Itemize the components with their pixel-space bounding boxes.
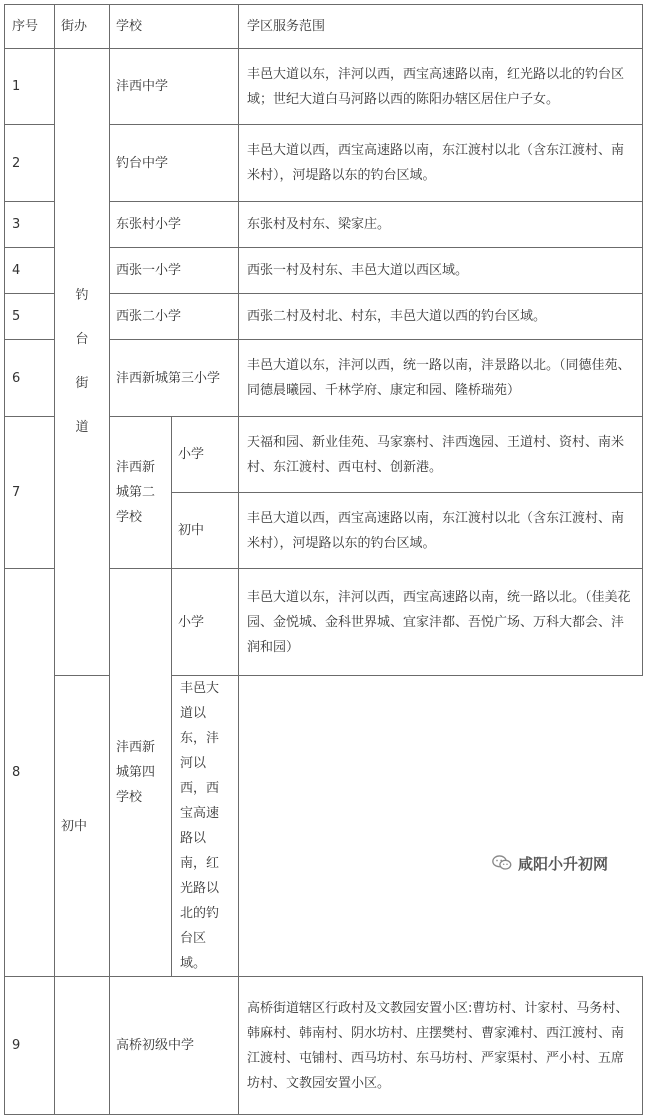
row-no: 9 [5,977,55,1115]
scope-text: 丰邑大道以西，西宝高速路以南，东江渡村以北（含东江渡村、南米村），河堤路以东的钓台区域。 [239,493,643,569]
watermark-text: 咸阳小升初网 [518,854,609,873]
row-no: 4 [5,248,55,294]
district-cell-empty [55,977,110,1115]
header-scope: 学区服务范围 [239,5,643,49]
school-name: 东张村小学 [110,202,239,248]
school-name: 沣西新城第二学校 [110,417,172,569]
row-no: 8 [5,569,55,977]
scope-text: 西张二村及村北、村东，丰邑大道以西的钓台区域。 [239,294,643,340]
scope-text: 高桥街道辖区行政村及文教园安置小区:曹坊村、计家村、马务村、韩麻村、韩南村、阴水坊村、庄摆樊村、曹家滩村、西江渡村、南江渡村、屯铺村、西马坊村、东马坊村、严家渠村、严小村、五席坊村、文教园安置小区。 [239,977,643,1115]
header-school: 学校 [110,5,239,49]
table-row [5,49,643,125]
school-name: 西张二小学 [110,294,239,340]
school-name: 沣西中学 [110,49,239,125]
row-no: 2 [5,125,55,202]
scope-text: 东张村及村东、梁家庄。 [239,202,643,248]
header-district: 街办 [55,5,110,49]
scope-text: 天福和园、新业佳苑、马家寨村、沣西逸园、王道村、资村、南米村、东江渡村、西屯村、创新港。 [239,417,643,493]
table-row [5,676,643,977]
scope-text: 丰邑大道以东，沣河以西，西宝高速路以南，统一路以北。（佳美花园、金悦城、金科世界城、宜家沣都、吾悦广场、万科大都会、沣润和园） [239,569,643,676]
school-name: 沣西新城第四学校 [110,569,172,977]
table-header-row [5,5,643,49]
scope-text: 丰邑大道以西，西宝高速路以南，东江渡村以北（含东江渡村、南米村），河堤路以东的钓台区域。 [239,125,643,202]
district-cell [55,49,110,676]
row-no: 1 [5,49,55,125]
school-level: 小学 [172,417,239,493]
table-row [5,977,643,1115]
scope-text: 西张一村及村东、丰邑大道以西区域。 [239,248,643,294]
school-name: 高桥初级中学 [110,977,239,1115]
school-name: 西张一小学 [110,248,239,294]
row-no: 3 [5,202,55,248]
school-name: 沣西新城第三小学 [110,340,239,417]
school-level: 初中 [172,493,239,569]
row-no: 6 [5,340,55,417]
row-no: 5 [5,294,55,340]
school-level: 初中 [55,676,110,977]
scope-text: 丰邑大道以东，沣河以西，西宝高速路以南，红光路以北的钓台区域。 [172,676,239,977]
school-district-table [4,4,643,1115]
scope-text: 丰邑大道以东，沣河以西，统一路以南，沣景路以北。（同德佳苑、同德晨曦园、千林学府、康定和园、隆桥瑞苑） [239,340,643,417]
school-level: 小学 [172,569,239,676]
watermark [492,848,642,878]
district-name: 钓 台 街 道 [75,288,89,435]
school-name: 钓台中学 [110,125,239,202]
header-no: 序号 [5,5,55,49]
scope-text: 丰邑大道以东，沣河以西，西宝高速路以南，红光路以北的钓台区域；世纪大道白马河路以西的陈阳办辖区居住户子女。 [239,49,643,125]
wechat-icon [492,854,512,872]
row-no: 7 [5,417,55,569]
